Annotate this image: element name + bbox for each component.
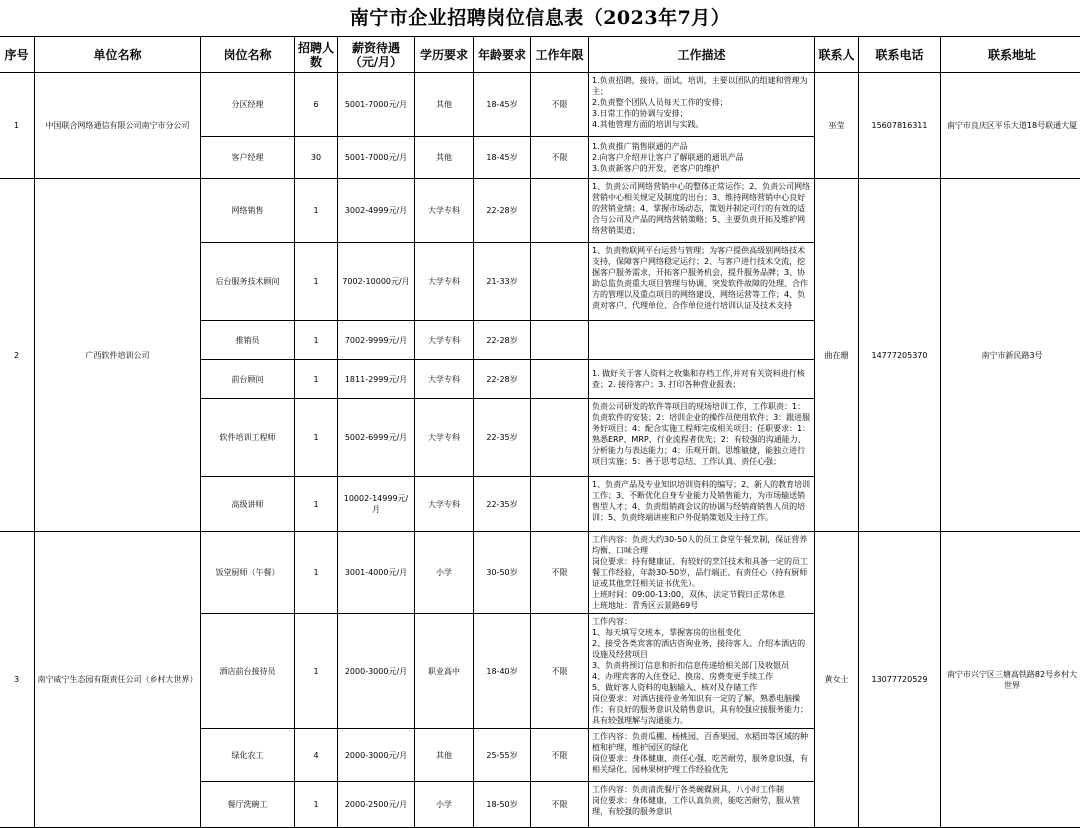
job-position: 饭堂厨师（午餐） (201, 532, 295, 614)
job-salary: 5002-6999元/月 (338, 399, 415, 477)
job-count: 4 (295, 729, 338, 782)
job-edu: 大学专科 (415, 321, 474, 360)
job-position: 软件培训工程师 (201, 399, 295, 477)
header-address: 联系地址 (941, 37, 1080, 73)
job-count: 6 (295, 73, 338, 137)
job-position: 分区经理 (201, 73, 295, 137)
job-salary: 2000-2500元/月 (338, 782, 415, 828)
job-desc: 负责公司研发的软件等项目的现场培训工作，工作职责：1：负责软件的安装；2：培训企业的操作员使用软件；3：跟进服务好项目；4：配合实施工程师完成相关项目；任职要求：1：熟悉ERP、MRP、行业流程者优先；2：有较强的沟通能力、分析能力与表达能力；4：乐观开朗、思维敏捷，能独立进行项目实施；5：善于思考总结、工作认真、责任心强； (589, 399, 815, 477)
job-desc: 1.负责招聘，接待，面试，培训，主要以团队的组建和管理为主； 2.负责整个团队人员每天工作的安排； 3.日常工作的协调与安排； 4.其他管理方面的培训与实践。 (589, 73, 815, 137)
header-age: 年龄要求 (474, 37, 531, 73)
header-seq: 序号 (0, 37, 35, 73)
job-exp (531, 179, 589, 243)
company-name: 广西软件培训公司 (35, 179, 201, 532)
recruitment-table (0, 36, 1080, 828)
job-edu: 小学 (415, 782, 474, 828)
company-address: 南宁市良庆区平乐大道18号联通大厦 (941, 73, 1080, 179)
job-count: 1 (295, 477, 338, 532)
page-title: 南宁市企业招聘岗位信息表（2023年7月） (0, 0, 1080, 36)
job-count: 1 (295, 360, 338, 399)
company-contact: 黄女士 (815, 532, 859, 828)
job-position: 网络销售 (201, 179, 295, 243)
job-edu: 大学专科 (415, 243, 474, 321)
header-exp: 工作年限 (531, 37, 589, 73)
job-exp (531, 399, 589, 477)
job-exp: 不限 (531, 614, 589, 729)
job-desc: 工作内容：负责瓜棚、杨桃园、百香果园、水稻田等区域的种植和护理，维护园区的绿化 岗位要求：身体健康、责任心强、吃苦耐劳，服务意识强，有相关绿化、园林果树护理工作经验优先 (589, 729, 815, 782)
table-row (0, 73, 1080, 137)
job-age: 18-45岁 (474, 137, 531, 179)
company-seq: 1 (0, 73, 35, 179)
job-salary: 5001-7000元/月 (338, 73, 415, 137)
job-count: 1 (295, 614, 338, 729)
job-exp (531, 243, 589, 321)
header-edu: 学历要求 (415, 37, 474, 73)
job-count: 1 (295, 179, 338, 243)
job-count: 1 (295, 243, 338, 321)
job-salary: 7002-10000元/月 (338, 243, 415, 321)
job-edu: 大学专科 (415, 179, 474, 243)
job-age: 22-28岁 (474, 321, 531, 360)
job-age: 18-40岁 (474, 614, 531, 729)
company-address: 南宁市兴宁区三塘高铁路82号乡村大世界 (941, 532, 1080, 828)
header-row (0, 37, 1080, 73)
company-contact: 曲在珊 (815, 179, 859, 532)
header-count: 招聘人数 (295, 37, 338, 73)
job-edu: 大学专科 (415, 477, 474, 532)
job-position: 推销员 (201, 321, 295, 360)
job-count: 1 (295, 532, 338, 614)
job-salary: 7002-9999元/月 (338, 321, 415, 360)
job-position: 客户经理 (201, 137, 295, 179)
job-desc: 1、负责物联网平台运营与管理；为客户提供高级别网络技术支持，保障客户网络稳定运行；2、与客户进行技术交流，挖掘客户服务需求，开拓客户服务机会，提升服务品牌；3、协助总监负责重大项目管理与协调、突发软件故障的处理、合作方的管理以及重点项目的网络建设、网络运营等工作；4、负责对客户、代理单位、合作单位进行培训认证及技术支持 (589, 243, 815, 321)
job-position: 餐厅洗碗工 (201, 782, 295, 828)
job-salary: 1811-2999元/月 (338, 360, 415, 399)
company-phone: 15607816311 (859, 73, 941, 179)
job-edu: 大学专科 (415, 399, 474, 477)
job-exp (531, 321, 589, 360)
job-desc: 工作内容：负责清洗餐厅各类碗碟厨具，八小时工作制 岗位要求：身体健康，工作认真负责，能吃苦耐劳，服从管理，有较强的服务意识 (589, 782, 815, 828)
header-company: 单位名称 (35, 37, 201, 73)
job-desc: 1. 做好关于客人资料之收集和存档工作,并对有关资料进行核查；2. 接待客户；3. 打印各种营业报表； (589, 360, 815, 399)
company-seq: 2 (0, 179, 35, 532)
job-count: 30 (295, 137, 338, 179)
job-edu: 大学专科 (415, 360, 474, 399)
job-desc: 工作内容： 1、每天填写交班本，掌握客房的出租变化 2、接受各类宾客的酒店咨询业务，接待客人、介绍本酒店的设施及经营项目 3、负责将预订信息和折扣信息传递给相关部门及收银员 4、办理宾客的入住登记、换房、房费变更手续工作 5、做好客人资料的电脑输入、核对及存储工作 岗位要求：对酒店接待业务知识有一定的了解，熟悉电脑操作；有良好的服务意识及销售意识，具有较强应接服务能力；具有较强理解与沟通能力。 (589, 614, 815, 729)
company-name: 中国联合网络通信有限公司南宁市分公司 (35, 73, 201, 179)
job-position: 酒店前台接待员 (201, 614, 295, 729)
job-salary: 5001-7000元/月 (338, 137, 415, 179)
job-salary: 10002-14999元/月 (338, 477, 415, 532)
job-salary: 2000-3000元/月 (338, 614, 415, 729)
job-exp (531, 360, 589, 399)
job-salary: 3001-4000元/月 (338, 532, 415, 614)
company-phone: 13077720529 (859, 532, 941, 828)
company-contact: 巫莹 (815, 73, 859, 179)
job-count: 1 (295, 321, 338, 360)
job-edu: 其他 (415, 73, 474, 137)
job-age: 22-28岁 (474, 179, 531, 243)
job-salary: 3002-4999元/月 (338, 179, 415, 243)
job-position: 后台服务技术顾问 (201, 243, 295, 321)
job-exp: 不限 (531, 73, 589, 137)
company-seq: 3 (0, 532, 35, 828)
job-exp: 不限 (531, 137, 589, 179)
job-exp: 不限 (531, 532, 589, 614)
job-count: 1 (295, 782, 338, 828)
job-exp: 不限 (531, 729, 589, 782)
header-position: 岗位名称 (201, 37, 295, 73)
job-desc: 1.负责推广销售联通的产品 2.向客户介绍并让客户了解联通的通讯产品 3.负责新客户的开发，老客户的维护 (589, 137, 815, 179)
job-desc: 工作内容：负责大约30-50人的员工食堂午餐烹制，保证营养均衡、口味合理 岗位要求：持有健康证、有较好的烹饪技术和具备一定的员工餐工作经验，年龄30-50岁，品行端正、有责任心（持有厨师证或其他烹饪相关证书优先）。 上班时间：09:00-13:00，双休，法定节假日正常休息 上班地址：青秀区云景路69号 (589, 532, 815, 614)
job-edu: 职业高中 (415, 614, 474, 729)
company-phone: 14777205370 (859, 179, 941, 532)
job-position: 绿化农工 (201, 729, 295, 782)
company-name: 南宁威宁生态园有限责任公司（乡村大世界） (35, 532, 201, 828)
header-contact: 联系人 (815, 37, 859, 73)
header-salary: 薪资待遇（元/月） (338, 37, 415, 73)
job-age: 18-50岁 (474, 782, 531, 828)
job-desc: 1、负责公司网络营销中心的整体正常运作；2、负责公司网络营销中心相关规定及制度的出台；3、维持网络营销中心良好的营销业绩；4、掌握市场动态，策划并制定可行的有效的适合与公司及产品的网络营销策略；5、主要负责开拓及维护网络营销渠道； (589, 179, 815, 243)
job-position: 前台顾问 (201, 360, 295, 399)
job-exp (531, 477, 589, 532)
job-desc (589, 321, 815, 360)
table-row (0, 532, 1080, 614)
header-desc: 工作描述 (589, 37, 815, 73)
job-age: 30-50岁 (474, 532, 531, 614)
job-age: 22-35岁 (474, 399, 531, 477)
header-phone: 联系电话 (859, 37, 941, 73)
job-age: 18-45岁 (474, 73, 531, 137)
job-desc: 1、负责产品及专业知识培训资料的编写；2、新人的教育培训工作；3、不断优化自身专业能力及销售能力，为市场输送销售型人才；4、负责组销商会议的协调与经销商销售人员的培训；5、负责终端讲座和户外促销策划及主持工作。 (589, 477, 815, 532)
table-row (0, 179, 1080, 243)
job-exp: 不限 (531, 782, 589, 828)
job-edu: 其他 (415, 137, 474, 179)
job-position: 高级讲师 (201, 477, 295, 532)
job-edu: 其他 (415, 729, 474, 782)
job-age: 21-33岁 (474, 243, 531, 321)
job-age: 22-28岁 (474, 360, 531, 399)
job-age: 25-55岁 (474, 729, 531, 782)
job-edu: 小学 (415, 532, 474, 614)
company-address: 南宁市新民路3号 (941, 179, 1080, 532)
job-age: 22-35岁 (474, 477, 531, 532)
job-count: 1 (295, 399, 338, 477)
job-salary: 2000-3000元/月 (338, 729, 415, 782)
